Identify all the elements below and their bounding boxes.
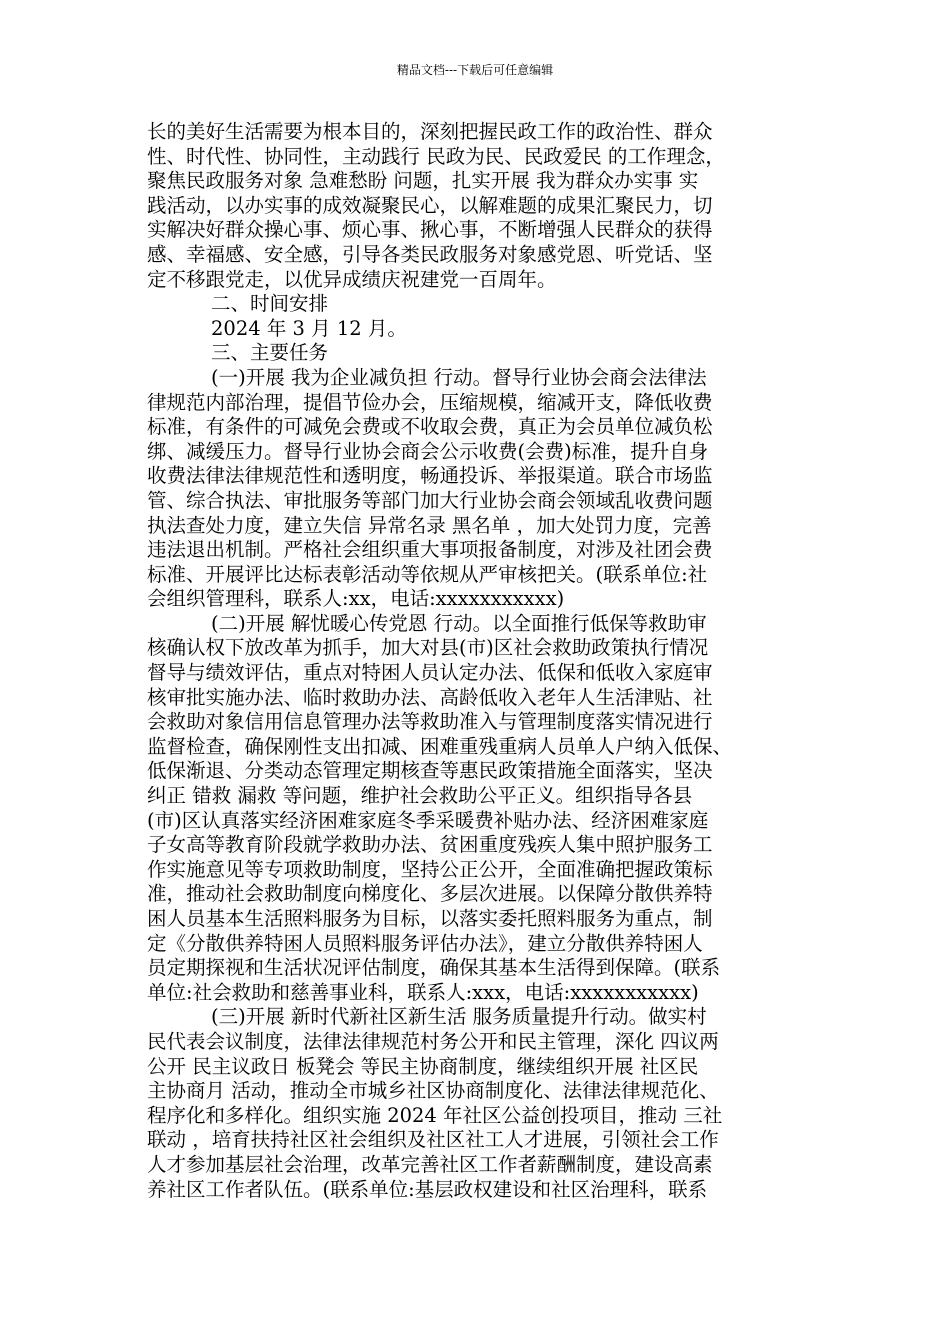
document-body — [147, 120, 812, 1202]
text-line: 养社区工作者队伍。(联系单位:基层政权建设和社区治理科，联系 — [147, 1177, 708, 1201]
text-line: 公开 民主议政日 板凳会 等民主协商制度，继续组织开展 社区民 — [147, 1054, 699, 1078]
text-line: 标准、开展评比达标表彰活动等依规从严审核把关。(联系单位:社 — [147, 562, 708, 586]
text-line: 准，推动社会救助制度向梯度化、多层次进展。以保障分散供养特 — [147, 882, 713, 906]
text-line: 员定期探视和生活状况评估制度，确保其基本生活得到保障。(联系 — [147, 956, 721, 980]
text-line: 纠正 错救 漏救 等问题，维护社会救助公平正义。组织指导各县 — [147, 784, 693, 808]
text-line: 违法退出机制。严格社会组织重大事项报备制度，对涉及社团会费 — [147, 538, 713, 562]
text-line: 核确认权下放改革为抓手，加大对县(市)区社会救助政策执行情况 — [147, 636, 709, 660]
text-line: 收费法律法律规范性和透明度，畅通投诉、举报渠道。联合市场监 — [147, 464, 713, 488]
page-header: 精品文档---下载后可任意编辑 — [396, 63, 554, 77]
text-line: 人才参加基层社会治理，改革完善社区工作者薪酬制度，建设高素 — [147, 1152, 713, 1176]
task-2-heading-line: (二)开展 解忧暖心传党恩 行动。以全面推行低保等救助审 — [211, 611, 707, 635]
text-line: 程序化和多样化。组织实施 2024 年社区公益创投项目，推动 三社 — [147, 1103, 723, 1127]
text-line: 性、时代性、协同性，主动践行 民政为民、民政爱民 的工作理念， — [147, 144, 725, 168]
text-line: 联动 ，培育扶持社区社会组织及社区社工人才进展，引领社会工作 — [147, 1128, 719, 1152]
text-line: 管、综合执法、审批服务等部门加大行业协会商会领域乱收费问题 — [147, 488, 713, 512]
text-line: 标准，有条件的可减免会费或不收取会费，真正为会员单位减负松 — [147, 415, 713, 439]
text-line: 子女高等教育阶段就学救助办法、贫困重度残疾人集中照护服务工 — [147, 833, 713, 857]
section-heading-tasks: 三、主要任务 — [211, 341, 329, 365]
text-line: 感、幸福感、安全感，引导各类民政服务对象感党恩、听党话、坚 — [147, 242, 713, 266]
text-line: 核审批实施办法、临时救助办法、高龄低收入老年人生活津贴、社 — [147, 685, 713, 709]
section-heading-schedule: 二、时间安排 — [211, 292, 329, 316]
text-line: 作实施意见等专项救助制度，坚持公正公开，全面准确把握政策标 — [147, 857, 713, 881]
text-line: 律规范内部治理，提倡节俭办会，压缩规模，缩减开支，降低收费 — [147, 390, 713, 414]
text-line: 会救助对象信用信息管理办法等救助准入与管理制度落实情况进行 — [147, 710, 713, 734]
schedule-date: 2024 年 3 月 12 月。 — [211, 316, 407, 340]
text-line: 低保渐退、分类动态管理定期核查等惠民政策措施全面落实，坚决 — [147, 759, 713, 783]
text-line: 践活动，以办实事的成效凝聚民心，以解难题的成果汇聚民力，切 — [147, 193, 713, 217]
task-3-heading-line: (三)开展 新时代新社区新生活 服务质量提升行动。做实村 — [211, 1005, 707, 1029]
text-line: 长的美好生活需要为根本目的，深刻把握民政工作的政治性、群众 — [147, 120, 713, 143]
text-line: 民代表会议制度，法律法律规范村务公开和民主管理，深化 四议两 — [147, 1029, 719, 1053]
text-line: 困人员基本生活照料服务为目标，以落实委托照料服务为重点，制 — [147, 907, 713, 930]
text-line: 单位:社会救助和慈善事业科，联系人:xxx，电话:xxxxxxxxxxx) — [147, 980, 699, 1004]
text-line: (市)区认真落实经济困难家庭冬季采暖费补贴办法、经济困难家庭 — [147, 808, 709, 832]
text-line: 聚焦民政服务对象 急难愁盼 问题，扎实开展 我为群众办实事 实 — [147, 169, 699, 193]
text-line: 定不移跟党走，以优异成绩庆祝建党一百周年。 — [147, 267, 557, 291]
text-line: 执法查处力度，建立失信 异常名录 黑名单 ，加大处罚力度，完善 — [147, 513, 712, 537]
task-1-heading-line: (一)开展 我为企业减负担 行动。督导行业协会商会法律法 — [211, 365, 707, 389]
text-line: 会组织管理科，联系人:xx，电话:xxxxxxxxxxx) — [147, 587, 565, 611]
text-line: 监督检查，确保刚性支出扣减、困难重残重病人员单人户纳入低保、 — [147, 734, 733, 758]
text-line: 主协商月 活动，推动全市城乡社区协商制度化、法律法律规范化、 — [147, 1079, 719, 1103]
text-line: 绑、减缓压力。督导行业协会商会公示收费(会费)标准，提升自身 — [147, 439, 709, 463]
text-line: 定《分散供养特困人员照料服务评估办法》，建立分散供养特困人 — [147, 931, 703, 955]
text-line: 督导与绩效评估，重点对特困人员认定办法、低保和低收入家庭审 — [147, 661, 713, 685]
text-line: 实解决好群众操心事、烦心事、揪心事，不断增强人民群众的获得 — [147, 218, 713, 242]
